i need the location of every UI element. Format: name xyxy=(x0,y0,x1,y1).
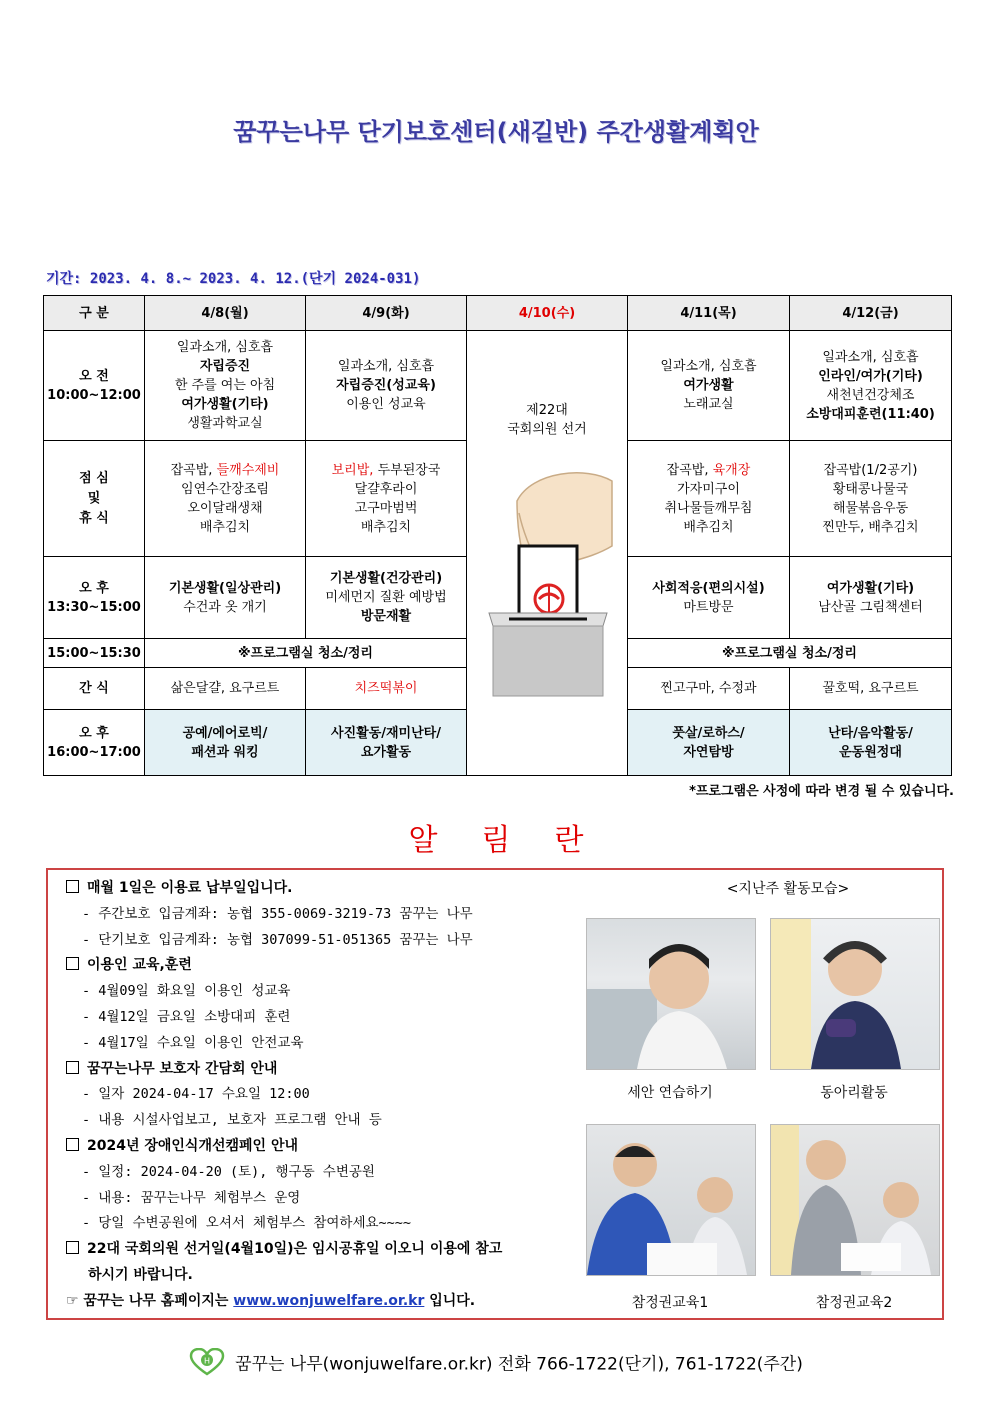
notice-item xyxy=(82,1185,300,1211)
checkbox-icon xyxy=(66,880,79,893)
notice-item xyxy=(82,1004,290,1030)
period-label: 기간: 2023. 4. 8.~ 2023. 4. 12.(단기 2024-031) xyxy=(46,271,421,287)
checkbox-icon xyxy=(66,1061,79,1074)
notice-text: - 일자 2024-04-17 수요일 12:00 xyxy=(82,1086,310,1103)
checkbox-icon xyxy=(66,957,79,970)
notice-heading xyxy=(66,1056,277,1082)
svg-text:H: H xyxy=(204,1356,211,1366)
photo-caption-3: 참정권교육1 xyxy=(631,1295,709,1311)
homepage-link[interactable]: www.wonjuwelfare.or.kr xyxy=(233,1293,425,1309)
notice-text: - 4월17일 수요일 이용인 안전교육 xyxy=(82,1034,304,1051)
cell-morning-thu: 일과소개, 심호흡 여가생활 노래교실 xyxy=(628,331,790,441)
header-mon: 4/8(월) xyxy=(145,296,306,331)
notice-item xyxy=(82,1030,304,1056)
row-label-afternoon: 오 후 13:30~15:00 xyxy=(44,557,145,639)
notice-text: - 내용 시설사업보고, 보호자 프로그램 안내 등 xyxy=(82,1112,382,1129)
notice-item xyxy=(88,1262,193,1288)
footer: H 꿈꾸는 나무(wonjuwelfare.or.kr) 전화 766-1722(단기), 761-1722(주간) xyxy=(0,1348,992,1381)
notice-heading xyxy=(66,1133,298,1159)
cell-lunch-fri: 잡곡밥(1/2공기) 황태콩나물국 해물볶음우동 찐만두, 배추김치 xyxy=(790,441,952,557)
header-wed: 4/10(수) xyxy=(467,296,628,331)
change-note: *프로그램은 사정에 따라 변경 될 수 있습니다. xyxy=(689,784,954,799)
cell-snack-mon: 삶은달걀, 요구르트 xyxy=(145,668,306,710)
notice-item xyxy=(82,978,290,1004)
notice-text: - 주간보호 입금계좌: 농협 355-0069-3219-73 꿈꾸는 나무 xyxy=(82,905,473,922)
notice-item xyxy=(82,1159,375,1185)
notice-item xyxy=(82,1107,382,1133)
cell-lunch-thu: 잡곡밥, 육개장 가자미구이 취나물들깨무침 배추김치 xyxy=(628,441,790,557)
recent-activities-caption: <지난주 활동모습> xyxy=(726,881,850,897)
notice-item xyxy=(82,1081,310,1107)
cell-morning-mon: 일과소개, 심호흡 자립증진 한 주를 여는 아침 여가생활(기타) 생활과학교실 xyxy=(145,331,306,441)
photo-voting-education-2 xyxy=(770,1124,940,1276)
photo-caption-2: 동아리활동 xyxy=(820,1085,888,1101)
notice-heading xyxy=(66,952,192,978)
cell-afternoon-mon: 기본생활(일상관리) 수건과 옷 개기 xyxy=(145,557,306,639)
cell-afternoon-fri: 여가생활(기타) 남산골 그림책센터 xyxy=(790,557,952,639)
notice-text: 이용인 교육,훈련 xyxy=(87,957,192,974)
page-title: 꿈꾸는나무 단기보호센터(새길반) 주간생활계획안 xyxy=(233,118,759,146)
cell-snack-tue: 치즈떡볶이 xyxy=(306,668,467,710)
header-tue: 4/9(화) xyxy=(306,296,467,331)
notice-text: - 4월12일 금요일 소방대피 훈련 xyxy=(82,1009,291,1025)
header-fri: 4/12(금) xyxy=(790,296,952,331)
notice-text: 2024년 장애인식개선캠페인 안내 xyxy=(87,1138,299,1154)
header-category: 구 분 xyxy=(44,296,145,331)
notice-item xyxy=(82,927,473,953)
photo-caption-1: 세안 연습하기 xyxy=(627,1085,713,1101)
checkbox-icon xyxy=(66,1241,79,1254)
cell-morning-fri: 일과소개, 심호흡 인라인/여가(기타) 새천년건강체조 소방대피훈련(11:40) xyxy=(790,331,952,441)
notice-text: - 당일 수변공원에 오셔서 체험부스 참여하세요~~~~ xyxy=(82,1215,412,1232)
cell-wed-holiday xyxy=(467,331,628,776)
notice-text: 22대 국회의원 선거일(4월10일)은 임시공휴일 이오니 이용에 참고 xyxy=(87,1241,503,1258)
heart-logo-icon xyxy=(189,1348,225,1381)
notice-text: - 내용: 꿈꾸는나무 체험부스 운영 xyxy=(82,1189,301,1206)
header-thu: 4/11(목) xyxy=(628,296,790,331)
cell-cleanup-thu-fri: ※프로그램실 청소/정리 xyxy=(628,639,952,668)
vote-illustration xyxy=(477,451,617,701)
cell-snack-thu: 찐고구마, 수정과 xyxy=(628,668,790,710)
cell-late-tue: 사진활동/재미난타/ 요가활동 xyxy=(306,710,467,776)
row-label-lunch: 점 심 및 휴 식 xyxy=(44,441,145,557)
notice-text: - 일정: 2024-04-20 (토), 행구동 수변공원 xyxy=(82,1163,375,1180)
notice-item xyxy=(82,1210,411,1236)
row-label-late: 오 후 16:00~17:00 xyxy=(44,710,145,776)
cell-late-fri: 난타/음악활동/ 운동원정대 xyxy=(790,710,952,776)
cell-morning-tue: 일과소개, 심호흡 자립증진(성교육) 이용인 성교육 xyxy=(306,331,467,441)
notice-title: 알림란 xyxy=(408,823,628,858)
photo-caption-4: 참정권교육2 xyxy=(815,1295,893,1311)
cell-late-mon: 공예/에어로빅/ 패션과 워킹 xyxy=(145,710,306,776)
notice-text: - 단기보호 입금계좌: 농협 307099-51-051365 꿈꾸는 나무 xyxy=(82,931,473,948)
photo-face-wash xyxy=(586,918,756,1070)
row-label-cleanup: 15:00~15:30 xyxy=(44,639,145,668)
homepage-line: ☞ 꿈꾸는 나무 홈페이지는 www.wonjuwelfare.or.kr 입니다. xyxy=(66,1293,476,1309)
notice-text: 꿈꾸는나무 보호자 간담회 안내 xyxy=(87,1060,278,1077)
notice-text: 매월 1일은 이용료 납부일입니다. xyxy=(87,880,293,896)
cell-snack-fri: 꿀호떡, 요구르트 xyxy=(790,668,952,710)
cell-afternoon-thu: 사회적응(편의시설) 마트방문 xyxy=(628,557,790,639)
photo-voting-education-1 xyxy=(586,1124,756,1276)
checkbox-icon xyxy=(66,1138,79,1151)
cell-lunch-tue: 보리밥, 두부된장국 달걀후라이 고구마범벅 배추김치 xyxy=(306,441,467,557)
notice-text: - 4월09일 화요일 이용인 성교육 xyxy=(82,983,291,1000)
photo-club-activity xyxy=(770,918,940,1070)
row-label-snack: 간 식 xyxy=(44,668,145,710)
notice-box xyxy=(46,868,944,1320)
weekly-schedule-table xyxy=(43,295,952,776)
cell-late-thu: 풋살/로하스/ 자연탐방 xyxy=(628,710,790,776)
row-label-morning: 오 전 10:00~12:00 xyxy=(44,331,145,441)
notice-text: 하시기 바랍니다. xyxy=(88,1267,193,1283)
notice-heading xyxy=(66,1236,502,1262)
holiday-text: 제22대 국회의원 선거 xyxy=(507,403,587,437)
notice-heading xyxy=(66,875,293,901)
cell-afternoon-tue: 기본생활(건강관리) 미세먼지 질환 예방법 방문재활 xyxy=(306,557,467,639)
notice-item xyxy=(82,901,473,927)
cell-cleanup-mon-tue: ※프로그램실 청소/정리 xyxy=(145,639,467,668)
cell-lunch-mon: 잡곡밥, 들깨수제비 임연수간장조림 오이달래생채 배추김치 xyxy=(145,441,306,557)
